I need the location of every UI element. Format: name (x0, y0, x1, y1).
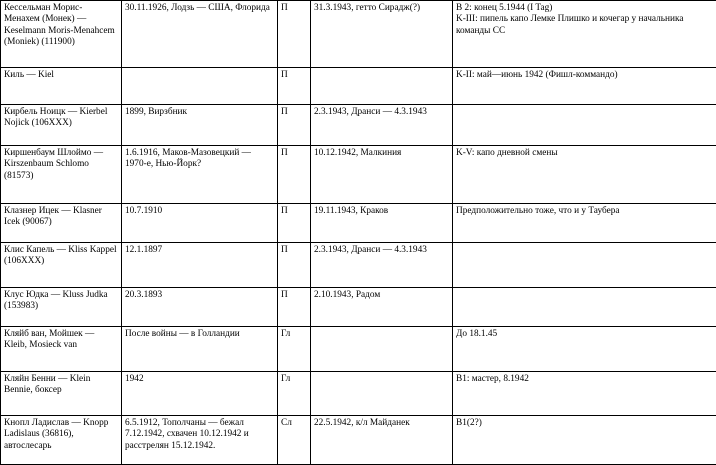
table-row (1, 105, 716, 146)
cell-birth: 12.1.1897 (122, 243, 278, 288)
cell-birth: 30.11.1926, Лодзь — США, Флорида (122, 1, 278, 68)
cell-notes: Предположительно тоже, что и у Таубера (453, 204, 716, 243)
cell-category: Гл (278, 327, 311, 372)
cell-notes: В 2: конец 5.1944 (I Tag) K-III: пипель капо Лемке Плишко и кочегар у начальника команды СС (453, 1, 716, 68)
cell-notes: K-V: капо дневной смены (453, 146, 716, 204)
cell-deportation (311, 68, 453, 105)
table-row (1, 288, 716, 327)
cell-deportation: 2.3.1943, Дранси — 4.3.1943 (311, 243, 453, 288)
cell-name: Клис Капель — Kliss Kappel (106XXX) (1, 243, 122, 288)
cell-birth: 10.7.1910 (122, 204, 278, 243)
cell-notes: K-II: май—июнь 1942 (Фишл-коммандо) (453, 68, 716, 105)
cell-birth: После войны — в Голландии (122, 327, 278, 372)
cell-category: П (278, 146, 311, 204)
cell-birth (122, 68, 278, 105)
cell-deportation: 2.3.1943, Дранси — 4.3.1943 (311, 105, 453, 146)
cell-name: Кессельман Морис-Менахем (Монек) — Keselmann Moris-Menahcem (Moniek) (111900) (1, 1, 122, 68)
cell-category: П (278, 243, 311, 288)
cell-notes (453, 105, 716, 146)
cell-deportation (311, 372, 453, 416)
cell-name: Киршенбаум Шлоймо — Kirszenbaum Schlomo (81573) (1, 146, 122, 204)
cell-name: Кнопл Ладислав — Knopp Ladislaus (36816), автослесарь (1, 416, 122, 465)
table-row (1, 1, 716, 68)
table-row (1, 327, 716, 372)
cell-name: Кляйб ван, Мойшек — Kleib, Mosieck van (1, 327, 122, 372)
table-row (1, 416, 716, 465)
table-row (1, 146, 716, 204)
cell-birth: 1.6.1916, Маков-Мазовецкий — 1970-е, Нью-Йорк? (122, 146, 278, 204)
cell-category: П (278, 1, 311, 68)
cell-name: Клус Юдка — Kluss Judka (153983) (1, 288, 122, 327)
cell-notes: До 18.1.45 (453, 327, 716, 372)
cell-deportation (311, 327, 453, 372)
cell-category: П (278, 105, 311, 146)
cell-name: Кляйн Бенни — Klein Bennie, боксер (1, 372, 122, 416)
cell-name: Киль — Kiel (1, 68, 122, 105)
table-row (1, 372, 716, 416)
cell-category: П (278, 288, 311, 327)
cell-deportation: 31.3.1943, гетто Сирадж(?) (311, 1, 453, 68)
cell-notes: B1: мастер, 8.1942 (453, 372, 716, 416)
table-row (1, 243, 716, 288)
cell-name: Кирбель Ноицк — Kierbel Nojick (106XXX) (1, 105, 122, 146)
cell-notes: B1(2?) (453, 416, 716, 465)
cell-category: П (278, 68, 311, 105)
cell-birth: 6.5.1912, Тополчаны — бежал 7.12.1942, схвачен 10.12.1942 и расстрелян 15.12.1942. (122, 416, 278, 465)
cell-notes (453, 288, 716, 327)
cell-deportation: 2.10.1943, Радом (311, 288, 453, 327)
cell-notes (453, 243, 716, 288)
cell-category: Гл (278, 372, 311, 416)
cell-deportation: 19.11.1943, Краков (311, 204, 453, 243)
table-row (1, 68, 716, 105)
cell-birth: 1899, Вирзбник (122, 105, 278, 146)
table-body (1, 1, 716, 465)
cell-birth: 1942 (122, 372, 278, 416)
cell-birth: 20.3.1893 (122, 288, 278, 327)
table-row (1, 204, 716, 243)
cell-deportation: 10.12.1942, Малкиния (311, 146, 453, 204)
cell-deportation: 22.5.1942, к/л Майданек (311, 416, 453, 465)
cell-name: Клазнер Ицек — Klasner Icek (90067) (1, 204, 122, 243)
cell-category: Сл (278, 416, 311, 465)
cell-category: П (278, 204, 311, 243)
